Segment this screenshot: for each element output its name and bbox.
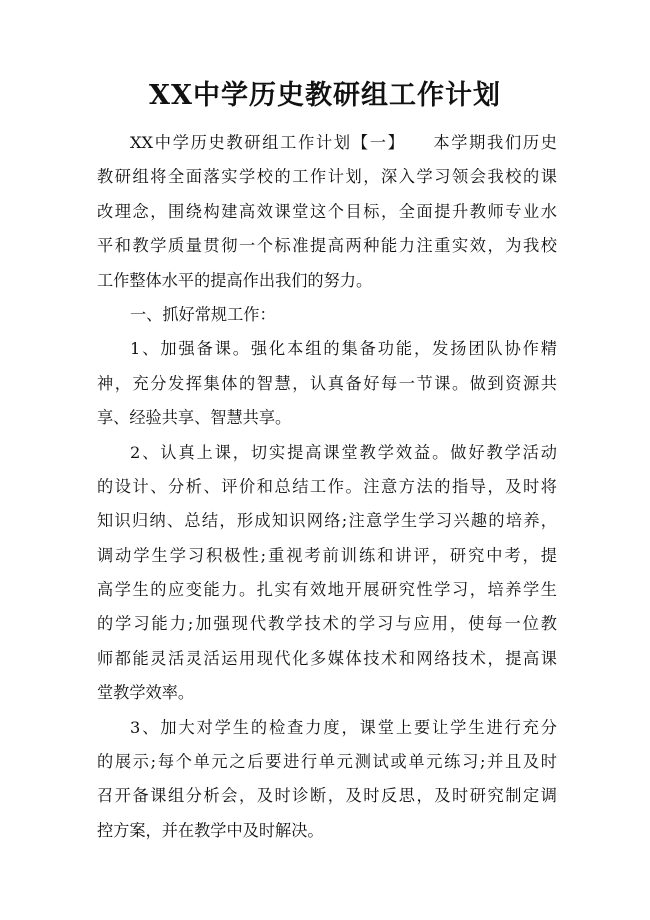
body-line: 召开备课组分析会，及时诊断，及时反思，及时研究制定调 (97, 786, 557, 806)
body-line: 的展示;每个单元之后要进行单元测试或单元练习;并且及时 (97, 752, 557, 772)
body-line: 知识归纳、总结，形成知识网络;注意学生学习兴趣的培养， (97, 511, 557, 531)
body-line: 的设计、分析、评价和总结工作。注意方法的指导，及时将 (97, 476, 557, 496)
body-line: 享、经验共享、智慧共享。 (97, 408, 292, 428)
body-line: 高学生的应变能力。扎实有效地开展研究性学习，培养学生 (97, 580, 557, 600)
body-line: 控方案，并在教学中及时解决。 (97, 820, 324, 840)
body-line: 的学习能力;加强现代教学技术的学习与应用，使每一位教 (97, 614, 557, 634)
body-line: 1、加强备课。强化本组的集备功能，发扬团队协作精 (130, 339, 557, 359)
document-body (97, 126, 557, 848)
body-line: 教研组将全面落实学校的工作计划，深入学习领会我校的课 (97, 167, 557, 187)
body-line: 神，充分发挥集体的智慧，认真备好每一节课。做到资源共 (97, 373, 557, 393)
body-line: 工作整体水平的提高作出我们的努力。 (97, 270, 373, 290)
body-line: 调动学生学习积极性;重视考前训练和讲评，研究中考，提 (97, 545, 557, 565)
body-line: XX中学历史教研组工作计划【一】 本学期我们历史 (130, 133, 557, 152)
body-line: 一、抓好常规工作： (130, 304, 276, 324)
body-line: 3、加大对学生的检查力度，课堂上要让学生进行充分 (130, 717, 557, 737)
body-line: 改理念，围绕构建高效课堂这个目标，全面提升教师专业水 (97, 201, 557, 221)
body-line: 堂教学效率。 (97, 683, 195, 703)
body-line: 师都能灵活灵活运用现代化多媒体技术和网络技术，提高课 (97, 648, 557, 668)
body-line: 平和教学质量贯彻一个标准提高两种能力注重实效，为我校 (97, 236, 557, 256)
document-title: XX中学历史教研组工作计划 (149, 80, 501, 111)
body-line: 2、认真上课，切实提高课堂教学效益。做好教学活动 (130, 442, 557, 462)
